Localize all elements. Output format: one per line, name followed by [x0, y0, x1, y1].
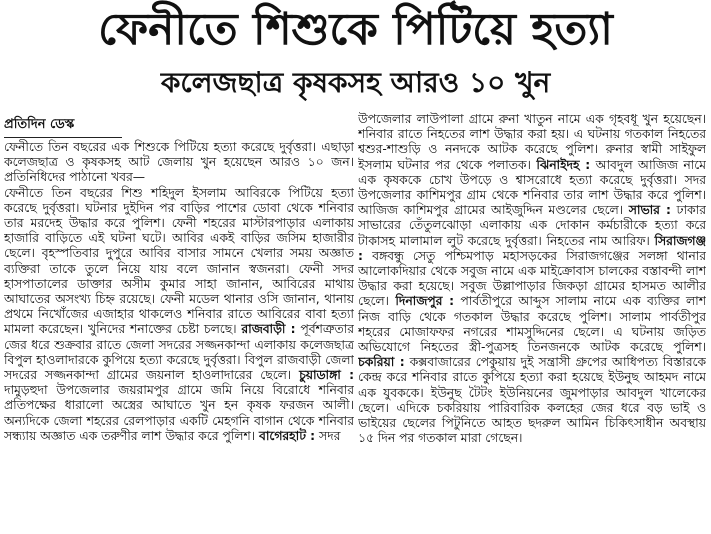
- article-column-right: [358, 112, 706, 534]
- paragraph-text: ফেনীতে তিন বছরের শিশু শহিদুল ইসলাম আবিরকে পিটিয়ে হত্যা করেছে দুর্বৃত্তরা। ঘটনার দুইদিন পর বাড়ির পাশের ডোবা থেকে শনিবার তার মরদেহ উদ্ধার করে পুলিশ। ফেনী শহরের মাস্টারপাড়ার এলাকায় হাজারি বাড়িতে এই ঘটনা ঘটে। আবির একই বাড়ির জসিম হাজারীর ছেলে। বৃহস্পতিবার দুপুরে আবির বাসার সামনে খেলার সময় অজ্ঞাত ব্যক্তিরা তাকে তুলে নিয়ে যায় বলে জানান স্বজনরা। ফেনী সদর হাসপাতালের ডাক্তার অসীম কুমার সাহা জানান, আবিরের মাথায় আঘাতের অসংখ্য চিহ্ন রয়েছে। ফেনী মডেল থানার ওসি জানান, থানায় প্রথমে নিখোঁজের এজাহার থাকলেও শনিবার রাতে আবিরের বাবা হত্যা মামলা করেছেন। খুনিদের শনাক্তের চেষ্টা চলছে।: [4, 185, 354, 337]
- location-label: চুয়াডাঙ্গা :: [299, 368, 354, 383]
- paragraph-text: সদর: [315, 428, 341, 443]
- location-label: বাগেরহাট :: [259, 428, 316, 443]
- article-body-right: [358, 112, 706, 446]
- location-label: সিরাজগঞ্জ :: [358, 233, 706, 263]
- paragraph-text: ফেনীতে তিন বছরের এক শিশুকে পিটিয়ে হত্যা করেছে দুর্বৃত্তরা। এছাড়া কলেজছাত্র ও কৃষকসহ আট জেলায় খুন হয়েছেন আরও ১০ জন। প্রতিনিধিদের পাঠানো খবর—: [4, 140, 354, 185]
- paragraph-text: কক্সবাজারের পেকুয়ায় দুই সন্ত্রাসী গ্রুপের আধিপত্য বিস্তারকে কেন্দ্র করে শনিবার রাতে কুপিয়ে হত্যা করা হয়েছে ইউনুছ আহমদ নামে এক যুবককে। ইউনুছ টৈটং ইউনিয়নের জুমপাড়ার আবদুল খালেকের ছেলে। এদিকে চকরিয়ায় পারিবারিক কলহের জের ধরে বড় ভাই ও ভাইয়ের ছেলের পিটুনিতে আহত ছদরুল আমিন চিকিৎসাধীন অবস্থায় ১৫ দিন পর গতকাল মারা গেছেন।: [358, 355, 706, 446]
- article-body-left: [4, 140, 354, 444]
- article-paragraph: [4, 186, 354, 444]
- paragraph-text: দামুড়হুদা উপজেলার জয়রামপুর গ্রামে জমি নিয়ে বিরোধে শনিবার প্রতিপক্ষের ধারালো অস্ত্রের আঘাতে খুন হন কৃষক ফরজন আলী। অন্যদিকে জেলা শহরের রেলপাড়ার একটি মেহগনি বাগান থেকে শনিবার সন্ধ্যায় অজ্ঞাত এক তরুণীর লাশ উদ্ধার করে পুলিশ।: [4, 383, 354, 443]
- location-label: সাভার :: [628, 203, 671, 218]
- paragraph-text: বঙ্গবন্ধু সেতু পশ্চিমপাড় মহাসড়কের সিরাজগঞ্জের সলঙ্গা থানার আলোকদিয়ার থেকে সবুজ নামে এক মাইক্রোবাস চালকের বস্তাবন্দী লাশ উদ্ধার করা হয়েছে। সবুজ উল্লাপাড়ার জিকড়া গ্রামের হাসমত আলীর ছেলে।: [358, 248, 706, 309]
- location-label: রাজবাড়ী :: [241, 322, 296, 337]
- location-label: দিনাজপুর :: [395, 294, 455, 309]
- paragraph-text: পূর্বশত্রুতার জের ধরে শুক্রবার রাতে জেলা সদরের সজ্জনকান্দা এলাকায় কলেজছাত্র বিপুল হাওলাদারকে কুপিয়ে হত্যা করেছে দুর্বৃত্তরা। বিপুল রাজবাড়ী জেলা সদরের সজ্জনকান্দা গ্রামের জয়নাল হাওলাদারের ছেলে।: [4, 322, 354, 383]
- location-label: চকরিয়া :: [358, 355, 405, 370]
- paragraph-text: ঢাকার সাভারের তেঁতুলঝোড়া এলাকায় এক দোকান কর্মচারীকে হত্যা করে টাকাসহ মালামাল লুট করেছে দুর্বৃত্তরা। নিহতের নাম আরিফ।: [358, 203, 706, 248]
- article-paragraph: [4, 140, 354, 186]
- byline: প্রতিদিন ডেস্ক: [4, 116, 122, 138]
- subheadline: কলেজছাত্র কৃষকসহ আরও ১০ খুন: [160, 66, 551, 99]
- paragraph-text: পার্বতীপুরে আব্দুস সালাম নামে এক ব্যক্তির লাশ নিজ বাড়ি থেকে গতকাল উদ্ধার করেছে পুলিশ। সালাম পার্বতীপুর শহরের মোজাফফর নগরের শামসুদ্দিনের ছেলে। এ ঘটনায় জড়িত অভিযোগে নিহতের স্ত্রী-পুত্রসহ তিনজনকে আটক করেছে পুলিশ।: [358, 294, 706, 355]
- paragraph-text: উপজেলার লাউপালা গ্রামে রুনা খাতুন নামে এক গৃহবধূ খুন হয়েছেন। শনিবার রাতে নিহতের লাশ উদ্ধার করা হয়। এ ঘটনায় গতকাল নিহতের শ্বশুর-শাশুড়ি ও ননদকে আটক করেছে পুলিশ। রুনার স্বামী সাইফুল ইসলাম ঘটনার পর থেকে পলাতক।: [358, 112, 706, 172]
- article-column-left: [4, 112, 354, 534]
- location-label: ঝিনাইদহ :: [536, 157, 591, 172]
- headline: ফেনীতে শিশুকে পিটিয়ে হত্যা: [98, 4, 613, 55]
- paragraph-text: আবদুল আজিজ নামে এক কৃষককে চোখ উপড়ে ও শ্বাসরোধে হত্যা করেছে দুর্বৃত্তরা। সদর উপজেলার কাশিমপুর গ্রাম থেকে শনিবার তার লাশ উদ্ধার করে পুলিশ। আজিজ কাশিমপুর গ্রামের আইজুদ্দিন মণ্ডলের ছেলে।: [358, 157, 706, 218]
- article-paragraph: [358, 112, 706, 446]
